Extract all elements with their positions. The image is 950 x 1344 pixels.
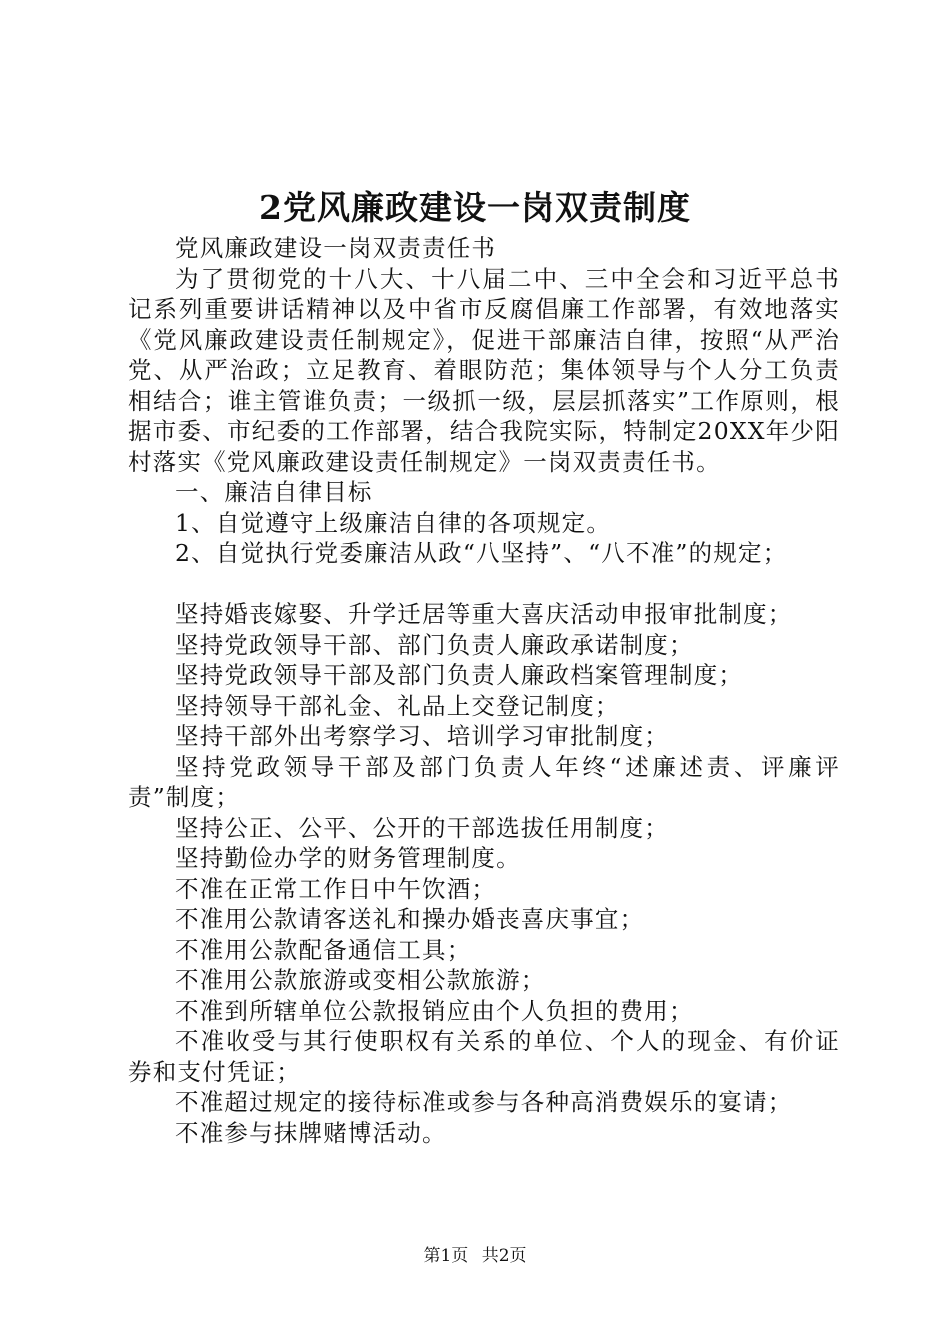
list-item: 坚持干部外出考察学习、培训学习审批制度； (175, 722, 669, 750)
list-item: 坚持党政领导干部及部门负责人年终“述廉述责、评廉评责”制度； (128, 752, 840, 811)
list-item: 2、自觉执行党委廉洁从政“八坚持”、“八不准”的规定； (175, 539, 788, 567)
section-heading: 一、廉洁自律目标 (175, 478, 373, 506)
list-item: 不准用公款配备通信工具； (175, 935, 472, 964)
blank-line (128, 569, 840, 600)
list-item: 坚持党政领导干部及部门负责人廉政档案管理制度； (175, 661, 744, 689)
page-number: 第1页 (423, 1246, 469, 1266)
paragraph-intro: 为了贯彻党的十八大、十八届二中、三中全会和习近平总书记系列重要讲话精神以及中省市反腐倡廉工作部署，有效地落实《党风廉政建设责任制规定》，促进干部廉洁自律，按照“从严治党、从严治政；立足教育、着眼防范；集体领导与个人分工负责相结合；谁主管谁负责；一级抓一级，层层抓落实”工作原则，根据市委、市纪委的工作部署，结合我院实际，特制定20XX年少阳村落实《党风廉政建设责任制规定》一岗双责责任书。 (128, 264, 840, 476)
list-item: 1、自觉遵守上级廉洁自律的各项规定。 (175, 508, 612, 537)
list-item: 坚持公正、公平、公开的干部选拔任用制度； (175, 813, 669, 842)
list-item: 不准到所辖单位公款报销应由个人负担的费用； (175, 996, 694, 1025)
list-item: 不准用公款请客送礼和操办婚丧喜庆事宜； (175, 905, 645, 933)
list-item: 坚持婚丧嫁娶、升学迁居等重大喜庆活动申报审批制度； (175, 600, 793, 628)
list-item: 坚持勤俭办学的财务管理制度。 (175, 844, 521, 872)
page-total: 共2页 (481, 1246, 527, 1266)
list-item: 坚持领导干部礼金、礼品上交登记制度； (175, 691, 620, 720)
list-item: 不准用公款旅游或变相公款旅游； (175, 966, 546, 994)
list-item: 不准收受与其行使职权有关系的单位、个人的现金、有价证券和支付凭证； (128, 1027, 840, 1086)
document-title: 2党风廉政建设一岗双责制度 (259, 188, 691, 227)
document-body (128, 233, 840, 1148)
paragraph-subtitle: 党风廉政建设一岗双责责任书 (175, 234, 497, 262)
list-item: 坚持党政领导干部、部门负责人廉政承诺制度； (175, 630, 694, 659)
page-footer (0, 1244, 950, 1268)
list-item: 不准在正常工作日中午饮酒； (175, 874, 497, 903)
list-item: 不准参与抹牌赌博活动。 (175, 1118, 447, 1147)
list-item: 不准超过规定的接待标准或参与各种高消费娱乐的宴请； (175, 1088, 793, 1116)
